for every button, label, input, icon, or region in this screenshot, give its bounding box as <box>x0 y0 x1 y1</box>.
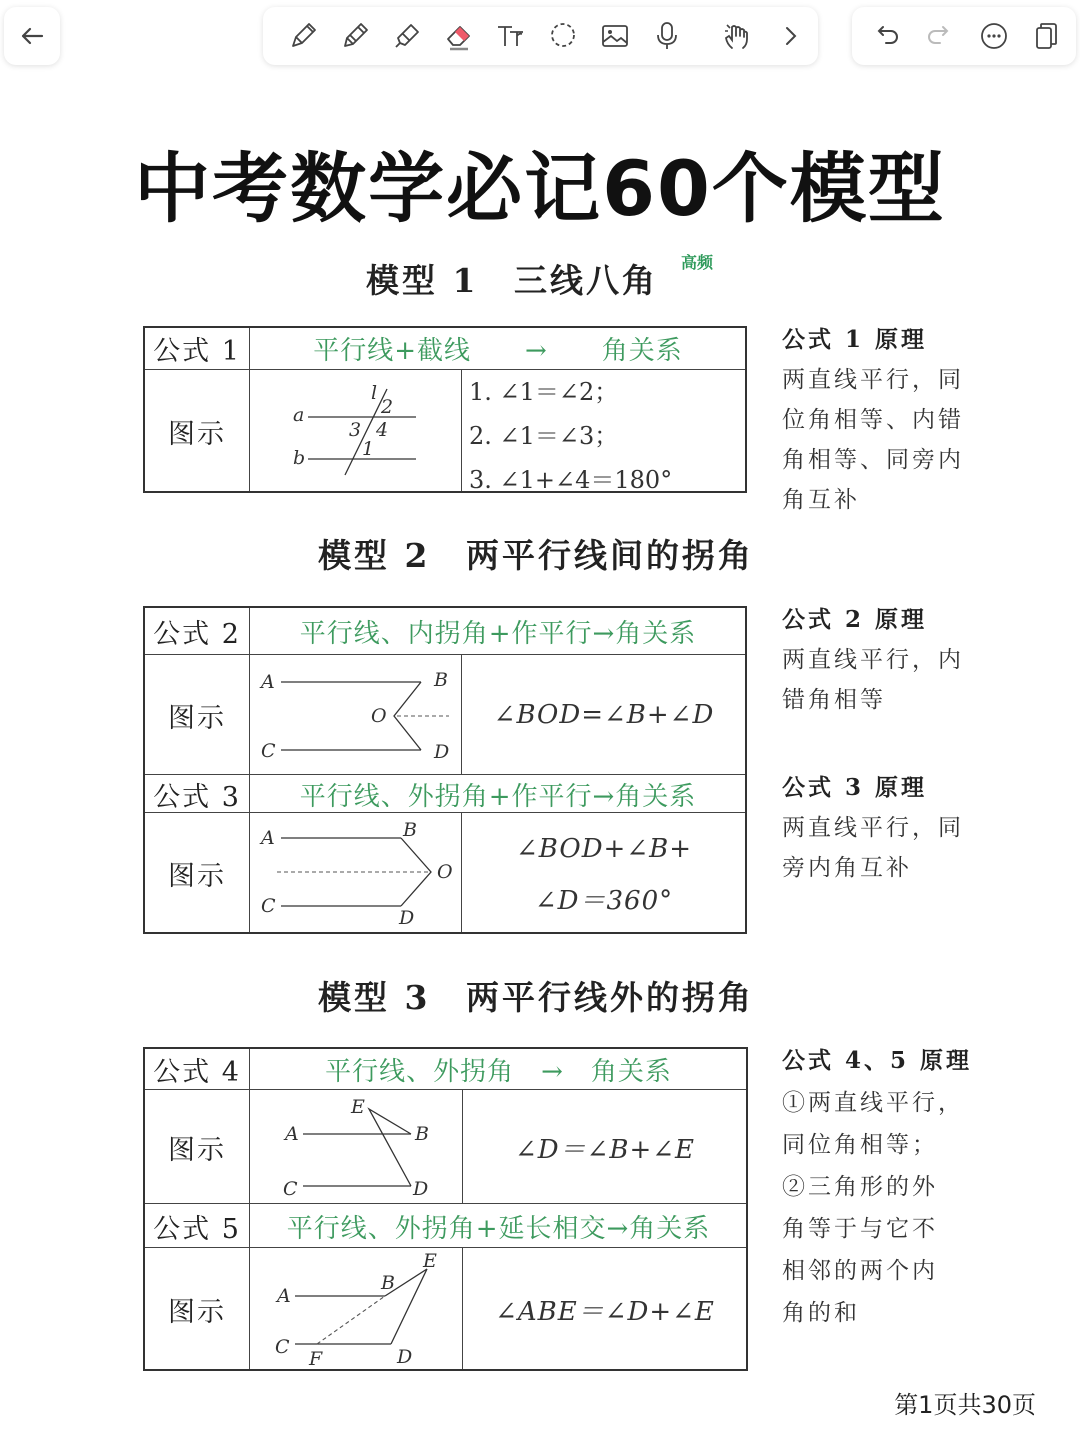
formula1-item-1: 1. ∠1＝∠2； <box>469 378 619 406</box>
model3-name: 两平行线外的拐角 <box>466 978 754 1017</box>
transversal-diagram <box>251 371 461 491</box>
formula4-result: ∠D＝∠B+∠E <box>514 1134 696 1165</box>
document-title: 中考数学必记60个模型 <box>134 144 946 233</box>
point-C-label: C <box>261 895 276 917</box>
back-button[interactable] <box>4 7 60 65</box>
principle45-line: 相邻的两个内 <box>782 1258 938 1284</box>
principle3-title: 公式 3 原理 <box>782 774 928 801</box>
formula3-header: 平行线、外拐角+作平行→角关系 <box>299 781 697 812</box>
tool-palette <box>263 7 818 65</box>
point-B-label: B <box>381 1272 395 1294</box>
chevron-right-icon[interactable] <box>769 7 813 65</box>
principle45-line: ②三角形的外 <box>782 1174 938 1200</box>
principle3-line: 旁内角互补 <box>782 855 912 881</box>
principle2-line: 错角相等 <box>782 687 886 713</box>
line-l-label: l <box>371 382 378 404</box>
highlighter-icon[interactable] <box>385 7 429 65</box>
page-indicator: 第1页共30页 <box>894 1391 1036 1419</box>
pages-icon[interactable] <box>1024 7 1068 65</box>
inner-turn-diagram <box>251 656 461 774</box>
formula3-result-line1: ∠BOD+∠B+ <box>516 834 692 864</box>
formula2-label: 公式 2 <box>153 618 241 650</box>
formula1-item-3: 3. ∠1+∠4＝180° <box>469 466 673 494</box>
point-A-label: A <box>261 827 275 849</box>
point-O-label: O <box>437 861 453 883</box>
undo-icon[interactable] <box>864 7 908 65</box>
point-D-label: D <box>399 907 415 929</box>
point-A-label: A <box>285 1123 299 1145</box>
formula4-5-table <box>143 1047 748 1371</box>
line-b-label: b <box>293 447 306 469</box>
formula1-principle <box>782 320 964 520</box>
formula1-figure-label: 图示 <box>168 418 226 450</box>
back-arrow-icon <box>10 7 54 65</box>
top-toolbar <box>0 0 1080 80</box>
model2-name: 两平行线间的拐角 <box>466 536 754 575</box>
point-E-label: E <box>423 1250 437 1272</box>
point-B-label: B <box>403 819 417 841</box>
pencil-icon[interactable] <box>281 7 325 65</box>
formula3-result-line2: ∠D＝360° <box>534 886 674 916</box>
point-D-label: D <box>397 1346 413 1368</box>
formula1-header: 平行线+截线 → 角关系 <box>313 336 683 366</box>
formula1-item-2: 2. ∠1＝∠3； <box>469 422 619 450</box>
formula4-5-principle <box>782 1040 972 1334</box>
formula3-label: 公式 3 <box>153 781 241 813</box>
angle-2-label: 2 <box>381 396 394 418</box>
point-D-label: D <box>434 741 450 763</box>
angle-4-label: 4 <box>376 419 389 441</box>
lasso-select-icon[interactable] <box>541 7 585 65</box>
model2-number: 模型 2 <box>318 536 431 575</box>
point-A-label: A <box>277 1285 291 1307</box>
angle-1-label: 1 <box>362 438 375 460</box>
line-a-label: a <box>293 404 305 426</box>
eraser-icon[interactable] <box>437 7 481 65</box>
principle45-line: 角等于与它不 <box>782 1216 938 1242</box>
principle1-title: 公式 1 原理 <box>782 326 928 353</box>
principle2-title: 公式 2 原理 <box>782 606 928 633</box>
model3-number: 模型 3 <box>318 978 431 1017</box>
extension-diagram <box>251 1249 462 1369</box>
principle45-line: 同位角相等； <box>782 1132 938 1158</box>
formula3-figure-label: 图示 <box>168 860 226 892</box>
formula4-figure-label: 图示 <box>168 1134 226 1166</box>
formula2-result: ∠BOD=∠B+∠D <box>493 700 715 730</box>
microphone-icon[interactable] <box>645 7 689 65</box>
point-C-label: C <box>275 1336 290 1358</box>
point-C-label: C <box>261 740 276 762</box>
point-E-label: E <box>351 1096 365 1118</box>
outside-turn-diagram <box>251 1091 462 1203</box>
formula2-header: 平行线、内拐角+作平行→角关系 <box>299 618 697 649</box>
formula1-table <box>143 326 747 493</box>
principle1-line: 角相等、同旁内 <box>782 447 964 473</box>
point-D-label: D <box>413 1178 429 1200</box>
image-icon[interactable] <box>593 7 637 65</box>
formula5-label: 公式 5 <box>153 1213 241 1245</box>
formula5-result: ∠ABE＝∠D+∠E <box>495 1296 715 1327</box>
point-B-label: B <box>434 669 448 691</box>
pen-icon[interactable] <box>333 7 377 65</box>
principle45-title: 公式 4、5 原理 <box>782 1047 973 1074</box>
formula3-principle <box>782 768 964 888</box>
point-O-label: O <box>371 705 387 727</box>
model1-number: 模型 1 <box>366 261 479 300</box>
formula4-header: 平行线、外拐角 → 角关系 <box>325 1056 672 1087</box>
outer-turn-diagram <box>251 814 461 932</box>
formula5-header: 平行线、外拐角+延长相交→角关系 <box>286 1213 711 1244</box>
principle1-line: 角互补 <box>782 487 860 513</box>
point-B-label: B <box>415 1123 429 1145</box>
redo-icon[interactable] <box>918 7 962 65</box>
formula2-3-table <box>143 606 747 934</box>
more-icon[interactable] <box>972 7 1016 65</box>
formula4-label: 公式 4 <box>153 1056 241 1088</box>
principle45-line: 角的和 <box>782 1300 860 1326</box>
principle45-line: ①两直线平行， <box>782 1090 964 1116</box>
principle1-line: 位角相等、内错 <box>782 407 964 433</box>
formula2-principle <box>782 600 964 720</box>
point-C-label: C <box>283 1178 298 1200</box>
frequency-badge: 高频 <box>681 253 714 272</box>
principle2-line: 两直线平行，内 <box>782 647 964 673</box>
principle1-line: 两直线平行，同 <box>782 367 964 393</box>
principle3-line: 两直线平行，同 <box>782 815 964 841</box>
formula5-figure-label: 图示 <box>168 1296 226 1328</box>
formula1-label: 公式 1 <box>153 336 241 367</box>
point-F-label: F <box>309 1348 323 1369</box>
angle-3-label: 3 <box>349 419 362 441</box>
text-tool-icon[interactable] <box>489 7 533 65</box>
model1-name: 三线八角 <box>514 261 658 300</box>
point-A-label: A <box>261 671 275 693</box>
formula2-figure-label: 图示 <box>168 702 226 734</box>
action-palette <box>852 7 1076 65</box>
hand-touch-icon[interactable] <box>715 7 759 65</box>
